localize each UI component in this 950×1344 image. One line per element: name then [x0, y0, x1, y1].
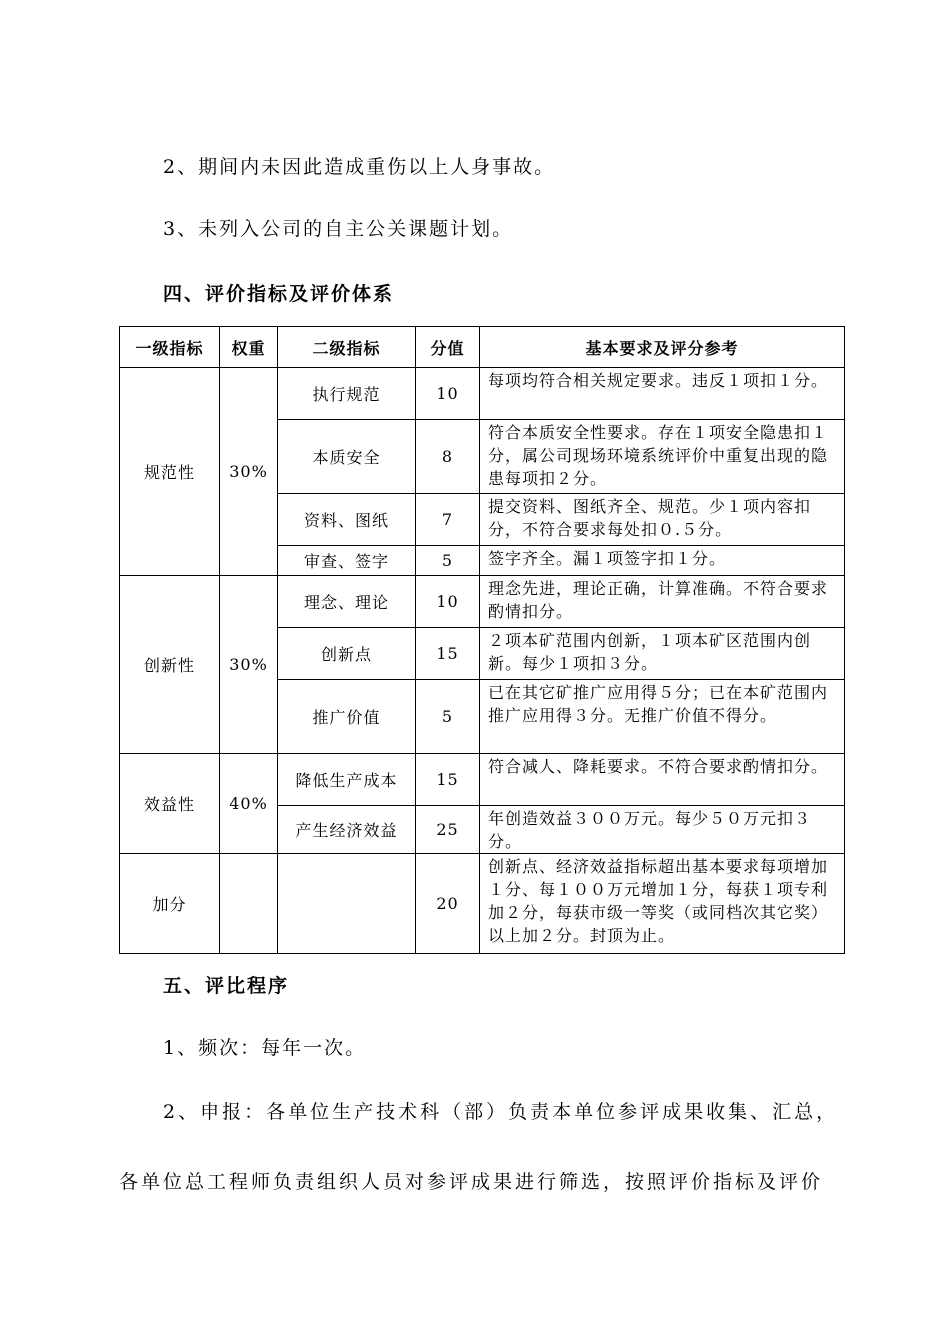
score-cell: 25: [416, 806, 480, 854]
requirement-cell: 符合本质安全性要求。存在１项安全隐患扣１分，属公司现场环境系统评价中重复出现的隐患每项扣２分。: [480, 420, 845, 494]
group-name: 效益性: [120, 754, 220, 854]
section-heading-evaluation: 四、评价指标及评价体系: [163, 283, 395, 305]
score-cell: 20: [416, 854, 480, 954]
sub-indicator: [278, 854, 416, 954]
header-secondary-indicator: 二级指标: [278, 327, 416, 368]
requirement-cell: 年创造效益３００万元。每少５０万元扣３分。: [480, 806, 845, 854]
table-row: [120, 754, 845, 806]
score-cell: 15: [416, 754, 480, 806]
sub-indicator: 理念、理论: [278, 576, 416, 628]
header-requirements: 基本要求及评分参考: [480, 327, 845, 368]
requirement-cell: 提交资料、图纸齐全、规范。少１项内容扣分，不符合要求每处扣０.５分。: [480, 494, 845, 546]
sub-indicator: 本质安全: [278, 420, 416, 494]
requirement-cell: 签字齐全。漏１项签字扣１分。: [480, 546, 845, 576]
score-cell: 5: [416, 680, 480, 754]
requirement-cell: 理念先进，理论正确，计算准确。不符合要求酌情扣分。: [480, 576, 845, 628]
table-row: [120, 576, 845, 628]
group-weight: 40%: [220, 754, 278, 854]
paragraph-plan: 3、未列入公司的自主公关课题计划。: [163, 218, 514, 240]
score-cell: 8: [416, 420, 480, 494]
header-weight: 权重: [220, 327, 278, 368]
sub-indicator: 推广价值: [278, 680, 416, 754]
requirement-cell: 符合减人、降耗要求。不符合要求酌情扣分。: [480, 754, 845, 806]
paragraph-accident: 2、期间内未因此造成重伤以上人身事故。: [163, 156, 556, 178]
sub-indicator: 执行规范: [278, 368, 416, 420]
header-primary-indicator: 一级指标: [120, 327, 220, 368]
score-cell: 10: [416, 576, 480, 628]
paragraph-frequency: 1、频次：每年一次。: [163, 1037, 367, 1059]
table-row: [120, 854, 845, 954]
table-row: [120, 368, 845, 420]
group-weight: 30%: [220, 368, 278, 576]
group-name: 加分: [120, 854, 220, 954]
score-cell: 7: [416, 494, 480, 546]
sub-indicator: 创新点: [278, 628, 416, 680]
group-weight: 30%: [220, 576, 278, 754]
score-cell: 5: [416, 546, 480, 576]
score-cell: 10: [416, 368, 480, 420]
evaluation-table: [119, 326, 845, 954]
paragraph-declaration-continued: 各单位总工程师负责组织人员对参评成果进行筛选，按照评价指标及评价: [119, 1171, 824, 1193]
group-weight: [220, 854, 278, 954]
sub-indicator: 资料、图纸: [278, 494, 416, 546]
requirement-cell: 每项均符合相关规定要求。违反１项扣１分。: [480, 368, 845, 420]
paragraph-declaration: 2、申报：各单位生产技术科（部）负责本单位参评成果收集、汇总，: [163, 1101, 839, 1123]
requirement-cell: 已在其它矿推广应用得５分；已在本矿范围内推广应用得３分。无推广价值不得分。: [480, 680, 845, 754]
header-score: 分值: [416, 327, 480, 368]
sub-indicator: 降低生产成本: [278, 754, 416, 806]
group-name: 规范性: [120, 368, 220, 576]
table-header-row: [120, 327, 845, 368]
section-heading-procedure: 五、评比程序: [163, 975, 290, 997]
sub-indicator: 审查、签字: [278, 546, 416, 576]
score-cell: 15: [416, 628, 480, 680]
requirement-cell: ２项本矿范围内创新，１项本矿区范围内创新。每少１项扣３分。: [480, 628, 845, 680]
group-name: 创新性: [120, 576, 220, 754]
sub-indicator: 产生经济效益: [278, 806, 416, 854]
requirement-cell: 创新点、经济效益指标超出基本要求每项增加１分、每１００万元增加１分，每获１项专利加２分，每获市级一等奖（或同档次其它奖）以上加２分。封顶为止。: [480, 854, 845, 954]
